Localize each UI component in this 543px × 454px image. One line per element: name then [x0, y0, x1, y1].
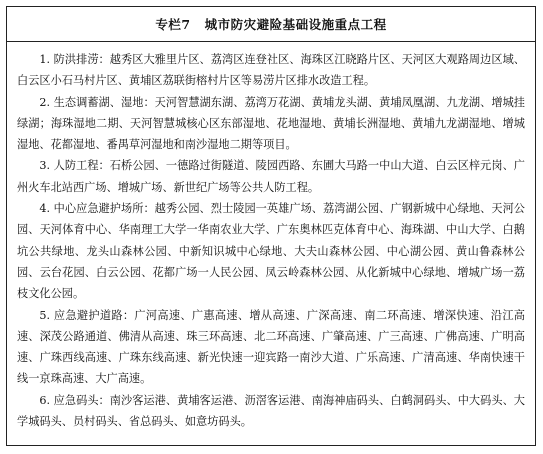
item-flood-control: 1. 防洪排涝：越秀区大雅里片区、荔湾区连登社区、海珠区江晓路片区、天河区大观路周边区域、白云区小石马村片区、黄埔区荔联街榕村片区等易涝片区排水改造工程。	[17, 53, 525, 88]
item-civil-air-defense: 3. 人防工程：石桥公园、一德路过街隧道、陵园西路、东圃大马路一中山大道、白云区梓元岗、广州火车北站西广场、增城广场、新世纪广场等公共人防工程。	[17, 159, 525, 194]
item-ecological-lakes-wetlands: 2. 生态调蓄湖、湿地：天河智慧湖东湖、荔湾万花湖、黄埔龙头湖、黄埔凤凰湖、九龙湖、增城挂绿湖；海珠湿地二期、天河智慧城核心区东部湿地、花地湿地、黄埔长洲湿地、黄埔九龙湖湿地、增城湿地、花都湿地、番禺草河湿地和南沙湿地二期等项目。	[17, 95, 525, 152]
box-title: 城市防灾避险基础设施重点工程	[204, 17, 387, 32]
item-emergency-roads: 5. 应急避护道路：广河高速、广惠高速、增从高速、广深高速、南二环高速、增深快速、沿江高速、深茂公路通道、佛清从高速、珠三环高速、北二环高速、广肇高速、广三高速、广佛高速、广明高速、广珠西线高速、广珠东线高速、新光快速一迎宾路一南沙大道、广乐高速、广清高速、华南快速干线一京珠高速、大广高速。	[17, 308, 525, 386]
box-title-bar	[7, 7, 535, 42]
box-label: 专栏7	[155, 17, 191, 32]
box-content	[7, 42, 535, 432]
feature-box	[6, 6, 536, 446]
item-emergency-wharves: 6. 应急码头：南沙客运港、黄埔客运港、沥滘客运港、南海神庙码头、白鹤洞码头、中大码头、大学城码头、员村码头、省总码头、如意坊码头。	[17, 393, 525, 429]
item-central-emergency-shelters: 4. 中心应急避护场所：越秀公园、烈士陵园一英雄广场、荔湾湖公园、广钢新城中心绿地、天河公园、天河体育中心、华南理工大学一华南农业大学、广东奥林匹克体育中心、海珠湖、中山大学、白鹅坑公共绿地、龙头山森林公园、中新知识城中心绿地、大夫山森林公园、中心湖公园、黄山鲁森林公园、云台花园、白云公园、花都广场一人民公园、凤云岭森林公园、从化新城中心绿地、增城广场一荔枝文化公园。	[17, 202, 525, 301]
